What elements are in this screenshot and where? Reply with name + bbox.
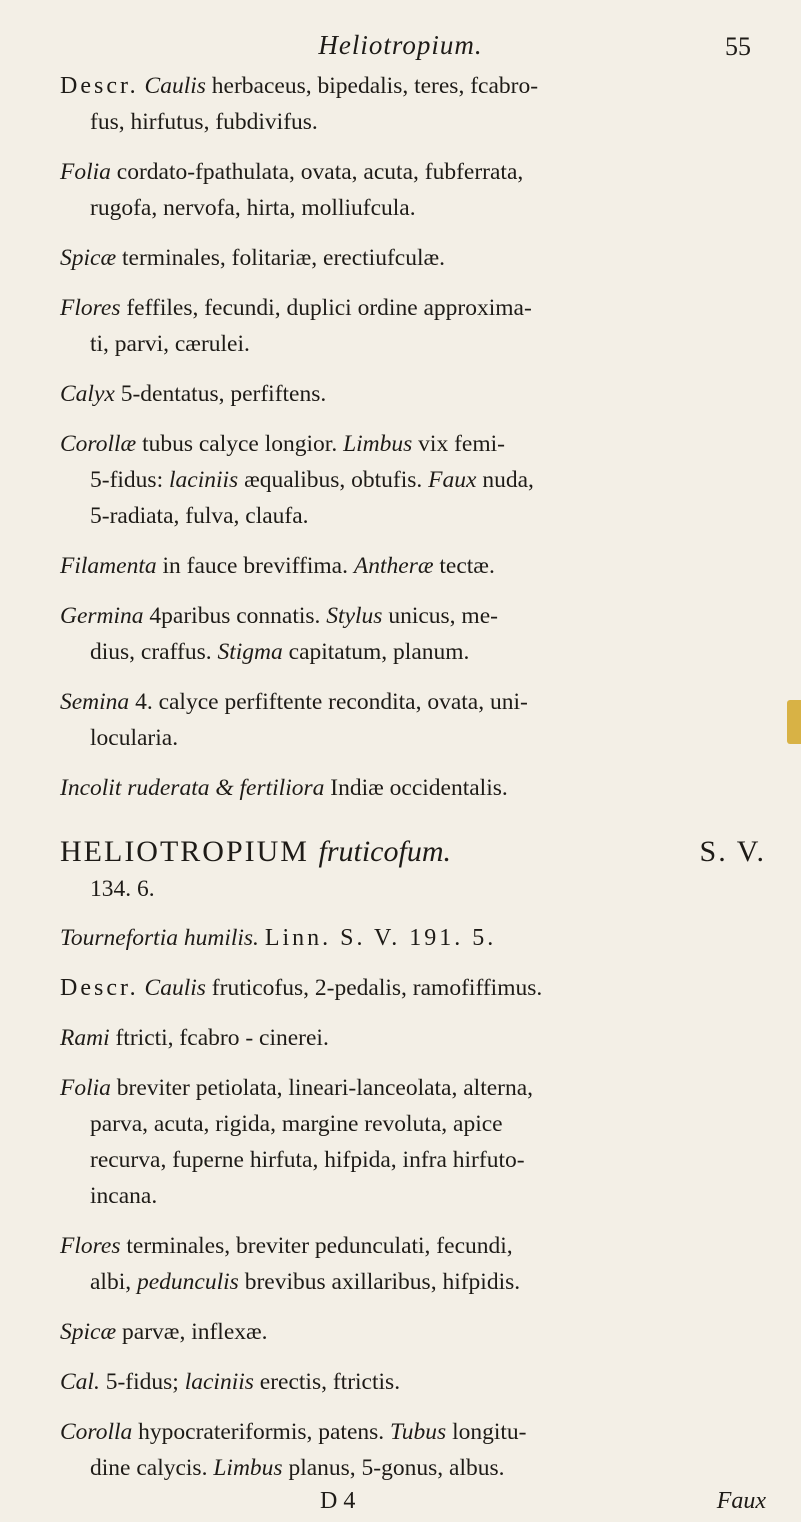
entry2-calyx: Cal. 5-fidus; laciniis erectis, ftrictis.: [60, 1369, 401, 1395]
page-body: [60, 68, 766, 1522]
entry2-rami: Rami ftricti, fcabro - cinerei.: [60, 1025, 329, 1051]
page-tab-marker: [787, 700, 801, 744]
entry2-corolla: Corolla hypocrateriformis, patens. Tubus longitu- dine calycis. Limbus planus, 5-gonus, albus.: [60, 1419, 527, 1481]
entry2-folia: Folia breviter petiolata, lineari-lanceolata, alterna, parva, acuta, rigida, margine revoluta, apice recurva, fuperne hirfuta, hifpida, infra hirfuto- incana.: [60, 1075, 534, 1209]
signature-mark: D 4: [320, 1488, 356, 1514]
entry-flores: Flores feffiles, fecundi, duplici ordine approxima- ti, parvi, cærulei.: [60, 295, 532, 357]
entry-calyx: Calyx 5-dentatus, perfiftens.: [60, 381, 327, 407]
species-heading: HELIOTROPIUM fruticofum. S. V.: [60, 835, 766, 868]
species-synonym: Tournefortia humilis. Linn. S. V. 191. 5.: [60, 925, 497, 951]
entry-spicae: Spicæ terminales, folitariæ, erectiufculæ.: [60, 245, 446, 271]
entry-semina: Semina 4. calyce perfiftente recondita, ovata, uni- locularia.: [60, 689, 528, 751]
catchword: Faux: [716, 1488, 766, 1514]
entry2-flores: Flores terminales, breviter pedunculati, fecundi, albi, pedunculis brevibus axillaribus, hifpidis.: [60, 1233, 521, 1295]
running-head: [0, 30, 801, 70]
entry2-caulis: Descr. Caulis fruticofus, 2-pedalis, ramofiffimus.: [60, 975, 543, 1001]
entry-germina: Germina 4paribus connatis. Stylus unicus, me- dius, craffus. Stigma capitatum, planum.: [60, 603, 498, 665]
entry-corollae: Corollæ tubus calyce longior. Limbus vix femi- 5-fidus: laciniis æqualibus, obtufis. Faux nuda, 5-radiata, fulva, claufa.: [60, 431, 534, 529]
entry2-spicae: Spicæ parvæ, inflexæ.: [60, 1319, 268, 1345]
entry-filamenta: Filamenta in fauce breviffima. Antheræ tectæ.: [60, 553, 495, 579]
entry-folia: Folia cordato-fpathulata, ovata, acuta, fubferrata, rugofa, nervofa, hirta, molliufcula.: [60, 159, 524, 221]
running-title: Heliotropium.: [318, 30, 483, 60]
entry-incolit: Incolit ruderata & fertiliora Indiæ occidentalis.: [60, 775, 508, 801]
page-footer: [60, 1488, 766, 1522]
species-reference: 134. 6.: [90, 876, 155, 902]
entry-caulis: Descr. Caulis herbaceus, bipedalis, teres, fcabro- fus, hirfutus, fubdivifus.: [60, 73, 539, 135]
page-number: 55: [725, 32, 751, 61]
